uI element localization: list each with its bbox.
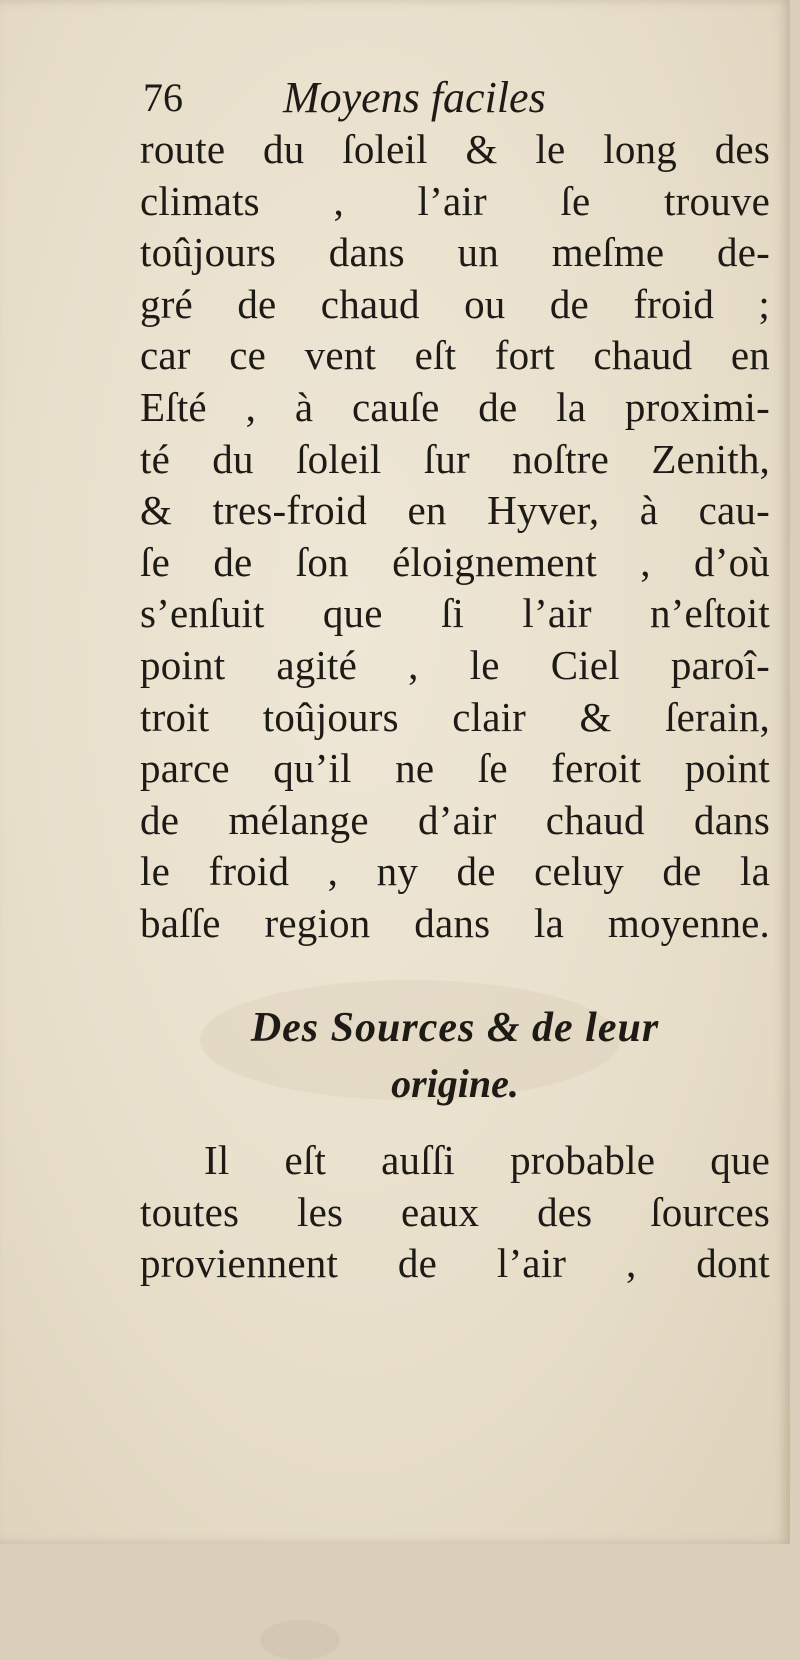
text-line: toûjours dans un meſme de- [140, 229, 770, 276]
text-line: & tres-froid en Hyver, à cau- [140, 487, 770, 534]
text-line: climats , l’air ſe trouve [140, 177, 770, 224]
text-line: point agité , le Ciel paroî- [140, 641, 770, 688]
text-line: route du ſoleil & le long des [140, 126, 770, 172]
section-heading-line: origine. [391, 1061, 519, 1106]
section-heading [140, 1000, 770, 1112]
page-number: 76 [143, 75, 183, 120]
text-line: de mélange d’air chaud dans [140, 796, 770, 843]
text-line: té du ſoleil ſur noſtre Zenith, [140, 435, 770, 482]
page-header [143, 68, 763, 128]
text-line: car ce vent eſt fort chaud en [140, 332, 770, 379]
text-line: proviennent de l’air , dont [140, 1240, 770, 1287]
text-line: troit toûjours clair & ſerain, [140, 693, 770, 740]
text-line: le froid , ny de celuy de la [140, 848, 770, 895]
text-line: Il eſt auſſi probable que [204, 1137, 770, 1183]
text-line: Eſté , à cauſe de la proximi- [140, 383, 770, 430]
paragraph-1 [140, 124, 770, 950]
text-line: baſſe region dans la moyenne. [140, 899, 770, 946]
text-line: ſe de ſon éloignement , d’où [140, 538, 770, 585]
text-line: toutes les eaux des ſources [140, 1188, 770, 1235]
text-line: gré de chaud ou de froid ; [140, 280, 770, 327]
running-head: Moyens faciles [283, 73, 546, 122]
text-line: parce qu’il ne ſe feroit point [140, 745, 770, 792]
page-stain [260, 1620, 340, 1660]
section-heading-line: Des Sources & de leur [250, 1005, 660, 1051]
paragraph-2 [140, 1135, 770, 1290]
text-line: s’enſuit que ſi l’air n’eſtoit [140, 590, 770, 637]
